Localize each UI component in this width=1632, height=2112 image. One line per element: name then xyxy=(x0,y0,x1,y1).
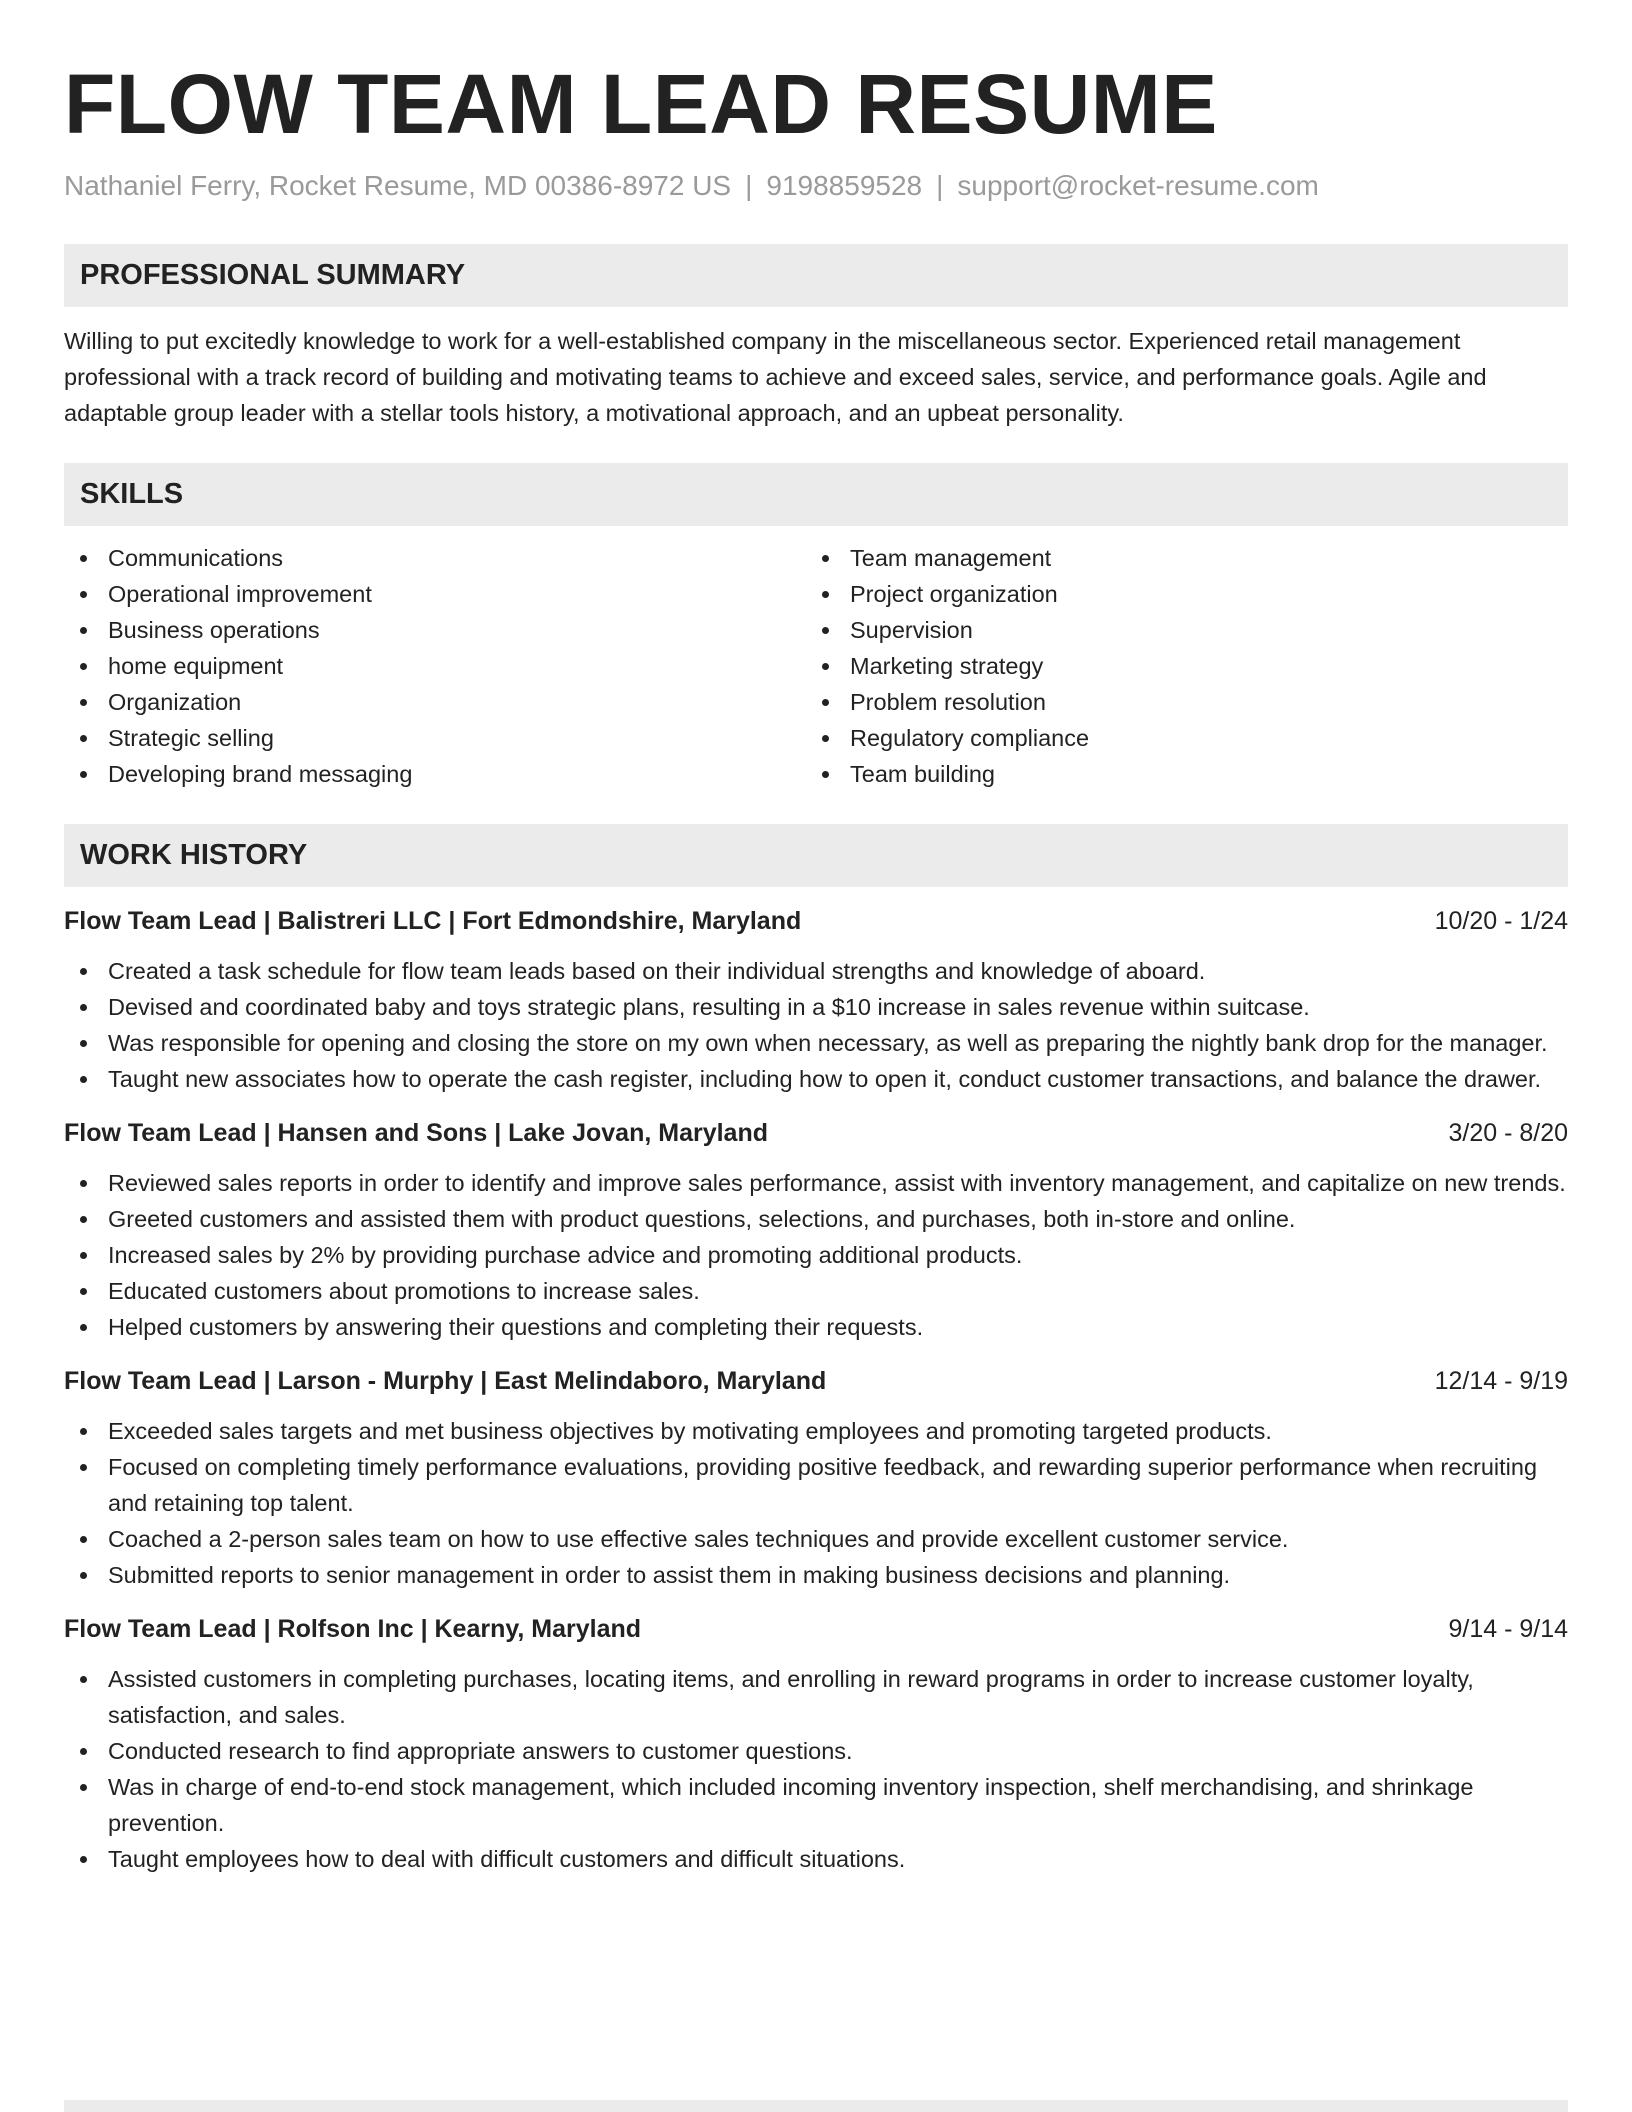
skill-item: Marketing strategy xyxy=(806,648,1548,684)
job-bullets xyxy=(64,953,1568,1097)
job-title: Flow Team Lead | Hansen and Sons | Lake Jovan, Maryland xyxy=(64,1119,768,1148)
skill-item: Team management xyxy=(806,540,1548,576)
job-bullet: Submitted reports to senior management in order to assist them in making business decisions and planning. xyxy=(64,1557,1568,1593)
job-bullet: Devised and coordinated baby and toys strategic plans, resulting in a $10 increase in sales revenue within suitcase. xyxy=(64,989,1568,1025)
skill-item: Strategic selling xyxy=(64,720,806,756)
job-entry xyxy=(64,1363,1568,1593)
job-dates: 3/20 - 8/20 xyxy=(1448,1119,1568,1148)
skill-item: Developing brand messaging xyxy=(64,756,806,792)
skill-item: Business operations xyxy=(64,612,806,648)
job-bullet: Exceeded sales targets and met business objectives by motivating employees and promoting targeted products. xyxy=(64,1413,1568,1449)
job-bullet: Reviewed sales reports in order to identify and improve sales performance, assist with inventory management, and capitalize on new trends. xyxy=(64,1165,1568,1201)
skills-column-left xyxy=(64,540,806,792)
job-dates: 10/20 - 1/24 xyxy=(1434,907,1568,936)
job-dates: 12/14 - 9/19 xyxy=(1434,1367,1568,1396)
job-bullet: Taught employees how to deal with difficult customers and difficult situations. xyxy=(64,1841,1568,1877)
skill-item: Regulatory compliance xyxy=(806,720,1548,756)
job-header xyxy=(64,1363,1568,1399)
contact-separator: | xyxy=(936,170,944,201)
skill-item: Communications xyxy=(64,540,806,576)
job-bullet: Assisted customers in completing purchases, locating items, and enrolling in reward programs in order to increase customer loyalty, satisfaction, and sales. xyxy=(64,1661,1568,1733)
summary-heading: PROFESSIONAL SUMMARY xyxy=(64,244,1568,307)
job-header xyxy=(64,903,1568,939)
job-entry xyxy=(64,1115,1568,1345)
job-header xyxy=(64,1115,1568,1151)
contact-phone: 9198859528 xyxy=(766,170,923,201)
job-bullet: Coached a 2-person sales team on how to use effective sales techniques and provide excellent customer service. xyxy=(64,1521,1568,1557)
job-bullets xyxy=(64,1413,1568,1593)
job-bullet: Was in charge of end-to-end stock management, which included incoming inventory inspection, shelf merchandising, and shrinkage prevention. xyxy=(64,1769,1568,1841)
skill-item: Organization xyxy=(64,684,806,720)
job-bullet: Was responsible for opening and closing the store on my own when necessary, as well as preparing the nightly bank drop for the manager. xyxy=(64,1025,1568,1061)
job-bullets xyxy=(64,1165,1568,1345)
job-title: Flow Team Lead | Larson - Murphy | East Melindaboro, Maryland xyxy=(64,1367,827,1396)
contact-separator: | xyxy=(745,170,753,201)
job-bullet: Greeted customers and assisted them with product questions, selections, and purchases, both in-store and online. xyxy=(64,1201,1568,1237)
summary-text: Willing to put excitedly knowledge to work for a well-established company in the miscellaneous sector. Experienced retail management professional with a track record of building and motivating teams to achieve and exceed sales, service, and performance goals. Agile and adaptable group leader with a stellar tools history, a motivational approach, and an upbeat personality. xyxy=(64,328,1487,427)
job-bullet: Taught new associates how to operate the cash register, including how to open it, conduct customer transactions, and balance the drawer. xyxy=(64,1061,1568,1097)
skill-item: Project organization xyxy=(806,576,1548,612)
job-bullet: Increased sales by 2% by providing purchase advice and promoting additional products. xyxy=(64,1237,1568,1273)
job-bullets xyxy=(64,1661,1568,1877)
skills-heading: SKILLS xyxy=(64,463,1568,526)
job-entry xyxy=(64,1611,1568,1877)
job-title: Flow Team Lead | Rolfson Inc | Kearny, Maryland xyxy=(64,1615,642,1644)
job-bullet: Created a task schedule for flow team leads based on their individual strengths and knowledge of aboard. xyxy=(64,953,1568,989)
job-bullet: Focused on completing timely performance evaluations, providing positive feedback, and rewarding superior performance when recruiting and retaining top talent. xyxy=(64,1449,1568,1521)
work-history-heading: WORK HISTORY xyxy=(64,824,1568,887)
contact-email: support@rocket-resume.com xyxy=(957,170,1319,201)
skill-item: Problem resolution xyxy=(806,684,1548,720)
skill-item: Team building xyxy=(806,756,1548,792)
contact-line xyxy=(64,168,1568,204)
job-bullet: Conducted research to find appropriate answers to customer questions. xyxy=(64,1733,1568,1769)
job-header xyxy=(64,1611,1568,1647)
skill-item: Operational improvement xyxy=(64,576,806,612)
job-entry xyxy=(64,903,1568,1097)
skill-item: home equipment xyxy=(64,648,806,684)
job-title: Flow Team Lead | Balistreri LLC | Fort Edmondshire, Maryland xyxy=(64,907,802,936)
job-bullet: Educated customers about promotions to increase sales. xyxy=(64,1273,1568,1309)
next-section-bar xyxy=(64,2100,1568,2112)
contact-address: Nathaniel Ferry, Rocket Resume, MD 00386-8972 US xyxy=(64,170,732,201)
skills-column-right xyxy=(806,540,1548,792)
page-title: FLOW TEAM LEAD RESUME xyxy=(64,57,1218,151)
job-bullet: Helped customers by answering their questions and completing their requests. xyxy=(64,1309,1568,1345)
job-dates: 9/14 - 9/14 xyxy=(1448,1615,1568,1644)
skill-item: Supervision xyxy=(806,612,1548,648)
skills-list xyxy=(64,540,1568,792)
